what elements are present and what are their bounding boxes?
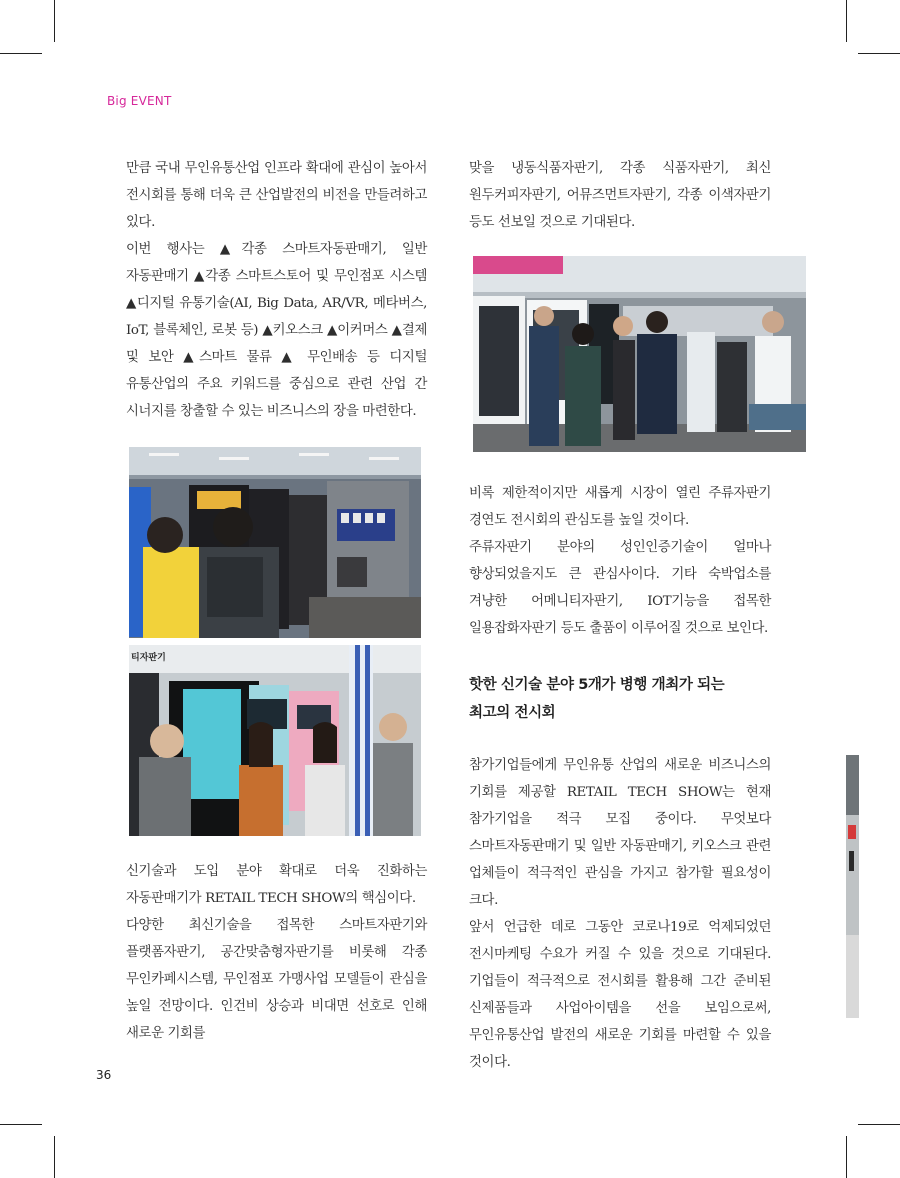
paragraph: 비록 제한적이지만 새롭게 시장이 열린 주류자판기 경연도 전시회의 관심도를 높일 것이다. [469, 486, 771, 528]
crop-mark [846, 1136, 847, 1178]
paragraph: 신기술과 도입 분야 확대로 더욱 진화하는 자동판매기가 RETAIL TECH SHOW의 핵심이다. [126, 864, 427, 906]
exhibition-photo-vending-machines [129, 447, 421, 638]
paragraph: 맞을 냉동식품자판기, 각종 식품자판기, 최신 원두커피자판기, 어뮤즈먼트자판기, 각종 이색자판기 등도 선보일 것으로 기대된다. [469, 161, 771, 230]
crop-mark [858, 53, 900, 54]
paragraph: 만큼 국내 무인유통산업 인프라 확대에 관심이 높아서 전시회를 통해 더욱 큰 산업발전의 비전을 만들려하고 있다. [126, 161, 427, 230]
edge-photo-strip [846, 755, 859, 1018]
right-column-top [469, 155, 771, 236]
paragraph: 앞서 언급한 데로 그동안 코로나19로 억제되었던 전시마케팅 수요가 커질 수 있을 것으로 기대된다. 기업들이 적극적으로 전시회를 활용해 그간 준비된 신제품들과 사업아이템을 선을 보임으로써, 무인유통산업 발전의 새로운 기회를 마련할 수 있을 것이다. [469, 920, 771, 1070]
subheading-line: 핫한 신기술 분야 5개가 병행 개최가 되는 [469, 677, 725, 693]
paragraph: 참가기업들에게 무인유통 산업의 새로운 비즈니스의 기회를 제공할 RETAIL TECH SHOW는 현재 참가기업을 적극 모집 중이다. 무엇보다 스마트자동판매기 및 일반 자동판매기, 키오스크 관련 업체들이 적극적인 관심을 가지고 참가할 필요성이 크다. [469, 758, 771, 908]
crop-mark [0, 53, 42, 54]
subheading [469, 671, 771, 727]
right-column-bottom [469, 752, 771, 1076]
page-number: 36 [96, 1068, 112, 1082]
left-column-bottom [126, 858, 427, 1047]
right-column-middle [469, 480, 771, 642]
left-column-top [126, 155, 427, 425]
crop-mark [54, 1136, 55, 1178]
photo-sign: 티자판기 [131, 653, 166, 663]
crop-mark [858, 1124, 900, 1125]
exhibition-photo-visitors [129, 645, 421, 836]
paragraph: 주류자판기 분야의 성인인증기술이 얼마나 향상되었을지도 큰 관심사이다. 기타 숙박업소를 겨냥한 어메니티자판기, IOT기능을 접목한 일용잡화자판기 등도 출품이 이루어질 것으로 보인다. [469, 540, 771, 636]
subheading-line: 최고의 전시회 [469, 705, 556, 721]
section-tag: Big EVENT [107, 94, 172, 108]
paragraph: 이번 행사는 ▲각종 스마트자동판매기, 일반 자동판매기 ▲각종 스마트스토어 및 무인점포 시스템 ▲디지털 유통기술(AI, Big Data, AR/VR, 메타버스, IoT, 블록체인, 로봇 등) ▲키오스크 ▲이커머스 ▲결제 및 보안 ▲스마트 물류 ▲ 무인배송 등 디지털 유통산업의 주요 키워드를 중심으로 관련 산업 간 시너지를 창출할 수 있는 비즈니스의 장을 마련한다. [126, 242, 427, 419]
paragraph: 다양한 최신기술을 접목한 스마트자판기와 플랫폼자판기, 공간맞춤형자판기를 비롯해 각종 무인카페시스템, 무인점포 가맹사업 모델들이 관심을 높일 전망이다. 인건비 상승과 비대면 선호로 인해 새로운 기회를 [126, 918, 427, 1041]
crop-mark [0, 1124, 42, 1125]
crop-mark [846, 0, 847, 42]
exhibition-photo-booth-crowd [473, 256, 806, 452]
crop-mark [54, 0, 55, 42]
